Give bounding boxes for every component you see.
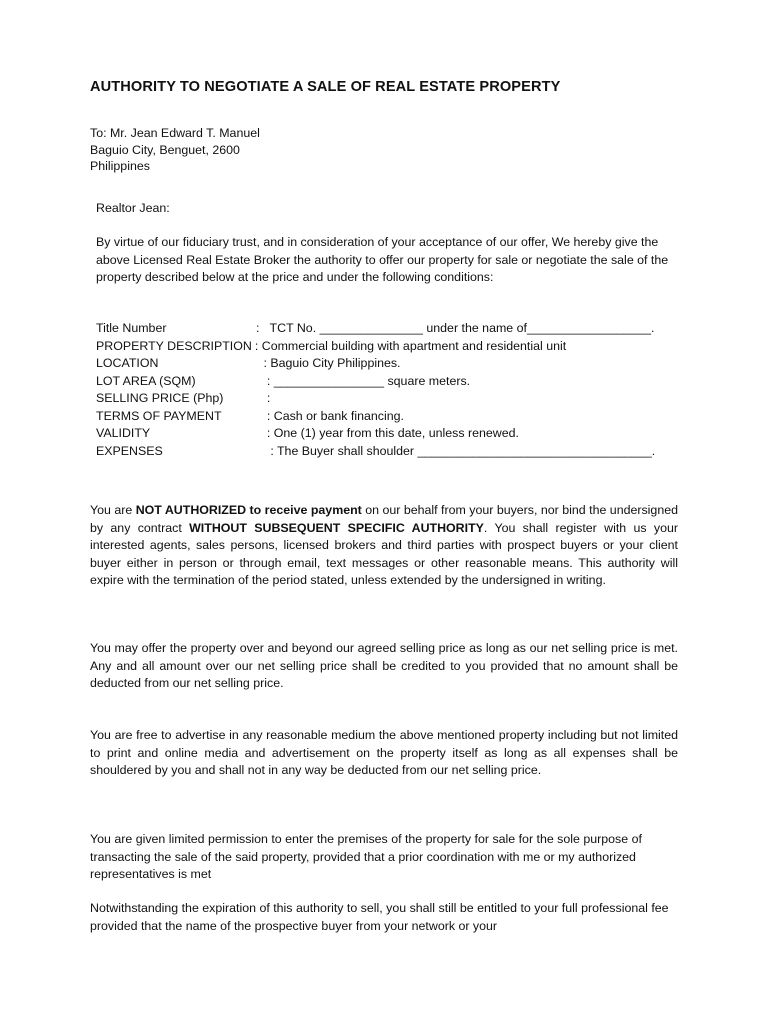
- term-label: Title Number: [96, 321, 167, 335]
- professional-fee-paragraph: Notwithstanding the expiration of this authority to sell, you shall still be entitled to your full professional fee provided that the name of the prospective buyer from your network or your: [90, 901, 669, 933]
- para1-text-a: You are: [90, 503, 136, 517]
- term-label: SELLING PRICE (Php): [96, 391, 224, 405]
- document-title: AUTHORITY TO NEGOTIATE A SALE OF REAL ESTATE PROPERTY: [90, 79, 561, 95]
- term-value: :: [260, 391, 271, 405]
- address-recipient: To: Mr. Jean Edward T. Manuel: [90, 126, 260, 140]
- term-label: PROPERTY DESCRIPTION: [96, 338, 252, 353]
- term-row: [96, 320, 696, 338]
- term-row: [96, 425, 696, 443]
- term-row: [96, 443, 696, 461]
- para1-text-c: on our behalf from your buyers, nor bind the undersigned by any contract: [90, 503, 679, 535]
- term-value: : Cash or bank financing.: [260, 408, 404, 423]
- term-row: [96, 338, 696, 356]
- para1-text-e: . You shall register with us your interested agents, sales persons, licensed brokers and third parties with prospect buyers or your client buyer either in person or through email, text messages or other reasonable means. This authority will expire with the termination of the period stated, unless extended by the undersigned in writing.: [90, 520, 678, 587]
- term-row: [96, 373, 696, 391]
- address-block: [90, 125, 260, 175]
- term-label: LOCATION: [96, 356, 159, 370]
- term-label: LOT AREA (SQM): [96, 373, 196, 388]
- salutation: Realtor Jean:: [96, 201, 170, 215]
- term-value: : ________________ square meters.: [260, 373, 471, 388]
- para1-bold-without-authority: WITHOUT SUBSEQUENT SPECIFIC AUTHORITY: [189, 520, 484, 535]
- para1-bold-not-authorized: NOT AUTHORIZED to receive payment: [135, 503, 362, 517]
- term-row: [96, 408, 696, 426]
- premises-paragraph: You are given limited permission to enter the premises of the property for sale for the sole purpose of transacting the sale of the said property, provided that a prior coordination with me or my authorized representatives is met: [90, 832, 642, 881]
- term-row: [96, 390, 696, 408]
- intro-paragraph: By virtue of our fiduciary trust, and in consideration of your acceptance of our offer, We hereby give the above Licensed Real Estate Broker the authority to offer our property for sale or negotiate the sale of the property described below at the price and under the following conditions:: [96, 235, 669, 284]
- term-value: : Commercial building with apartment and residential unit: [248, 338, 567, 353]
- address-country: Philippines: [90, 159, 150, 173]
- term-label: VALIDITY: [96, 426, 151, 440]
- term-label: TERMS OF PAYMENT: [96, 408, 222, 423]
- term-value: : TCT No. _______________ under the name of__________________.: [256, 321, 655, 335]
- term-label: EXPENSES: [96, 443, 163, 458]
- terms-list: [96, 320, 696, 460]
- advertising-paragraph: You are free to advertise in any reasonable medium the above mentioned property including but not limited to print and online media and advertisement on the property itself as long as all expenses shall be shouldered by you and shall not in any way be deducted from our net selling price.: [90, 728, 678, 777]
- term-row: [96, 355, 696, 373]
- term-value: : Baguio City Philippines.: [260, 356, 401, 370]
- selling-price-paragraph: You may offer the property over and beyond our agreed selling price as long as our net selling price is met. Any and all amount over our net selling price shall be credited to you provided that no amount shall be deducted from our net selling price.: [90, 641, 678, 690]
- term-value: : The Buyer shall shoulder __________________________________.: [260, 443, 656, 458]
- authorization-paragraph: [90, 502, 678, 590]
- term-value: : One (1) year from this date, unless renewed.: [260, 426, 519, 440]
- address-city: Baguio City, Benguet, 2600: [90, 142, 240, 157]
